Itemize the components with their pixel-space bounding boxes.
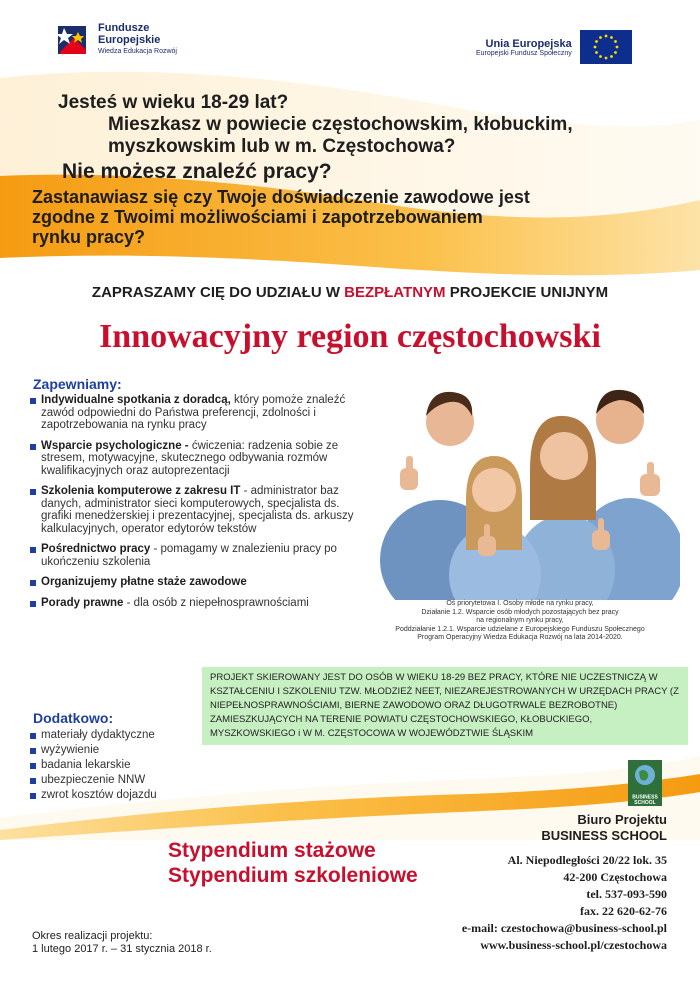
target-group-box: PROJEKT SKIEROWANY JEST DO OSÓB W WIEKU 18-29 BEZ PRACY, KTÓRE NIE UCZESTNICZĄ W KSZTAŁCENIU I SZKOLENIU TZW. MŁODZIEŻ NEET, NIEZAREJESTROWANYCH W URZĘDACH PRACY (Z NIEPEŁNOSPRAWNOŚCIAMI, BIERNE ZAWODOWO ORAZ DŁUGOTRWALE BEZROBOTNE) ZAMIESZKUJĄCYCH NA TERENIE POWIATU CZĘSTOCHOWSKIEGO, KŁOBUCKIEGO, MYSZKOWSKIEGO i W M. CZĘSTOCOWA W WOJEWÓDZTWIE ŚLĄSKIM (202, 667, 688, 745)
item-text: materiały dydaktyczne (41, 729, 155, 741)
fe-line1: Fundusze (98, 22, 150, 34)
item-text: - dla osób z niepełnosprawnościami (123, 596, 309, 609)
bullet-icon (30, 778, 36, 784)
invite-pre: ZAPRASZAMY CIĘ DO UDZIAŁU W (91, 284, 345, 301)
question-job: Nie możesz znaleźć pracy? (62, 160, 332, 183)
caption-line: Działanie 1.2. Wsparcie osób młodych pozostających bez pracy (421, 608, 619, 616)
business-school-logo (628, 760, 662, 806)
office-label: Biuro Projektu (577, 812, 667, 827)
project-period (32, 930, 212, 956)
item-text: badania lekarskie (41, 759, 131, 771)
contact-block (462, 812, 667, 954)
item-text: który pomoże znaleźć zawód odpowiedni do Państwa preferencji, zdolności i zapotrzebowania na rynku pracy (41, 394, 346, 431)
young-people-photo (380, 360, 680, 600)
dodatkowo-heading: Dodatkowo: (33, 710, 114, 726)
item-bold: Indywidualne spotkania z doradcą, (41, 394, 231, 406)
list-item (30, 773, 157, 788)
item-text: - administrator baz danych, administrator sieci komputerowych, specjalista ds. grafiki menedżerskiej i prezentacyjnej, specjalista ds. arkuszy kalkulacyjnych, operator edytorów tekstów (41, 485, 354, 535)
item-text: ubezpieczenie NNW (41, 774, 146, 786)
caption-line: na regionalnym rynku pracy, (476, 617, 564, 624)
program-caption (360, 600, 680, 643)
unia-europejska-logo (476, 30, 632, 64)
item-text: zwrot kosztów dojazdu (41, 789, 157, 801)
caption-line: Program Operacyjny Wiedza Edukacja Rozwój na lata 2014-2020. (417, 634, 623, 641)
invite-highlight: BEZPŁATNYM (344, 284, 446, 301)
bullet-icon (30, 601, 36, 607)
caption-line: Poddziałanie 1.2.1. Wsparcie udzielane z Europejskiego Funduszu Społecznego (395, 625, 645, 633)
ue-line2: Europejski Fundusz Społeczny (476, 49, 572, 57)
address-street: Al. Niepodległości 20/22 lok. 35 (507, 853, 667, 867)
scholarship-training: Stypendium szkoleniowe (168, 864, 418, 887)
bullet-icon (30, 398, 36, 404)
invite-line (0, 284, 700, 301)
zapewniamy-list (30, 394, 370, 617)
svg-text:BUSINESS: BUSINESS (632, 794, 658, 801)
bullet-icon (30, 547, 36, 553)
item-bold: Pośrednictwo pracy (41, 543, 151, 555)
office-name: BUSINESS SCHOOL (541, 828, 667, 843)
list-item (30, 576, 370, 589)
question-residence: Mieszkasz w powiecie częstochowskim, kłobuckim, myszkowskim lub w m. Częstochowa? (108, 114, 573, 157)
period-label: Okres realizacji projektu: (32, 930, 153, 942)
eu-flag-icon (580, 30, 632, 64)
item-bold: Wsparcie psychologiczne - (41, 439, 189, 452)
phone: tel. 537-093-590 (586, 887, 667, 901)
fundusze-europejskie-logo (56, 22, 177, 58)
project-title: Innowacyjny region częstochowski (99, 318, 601, 355)
period-dates: 1 lutego 2017 r. – 31 stycznia 2018 r. (32, 943, 212, 955)
fe-line2: Europejskie (98, 34, 161, 46)
scholarship-internship: Stypendium stażowe (168, 839, 376, 862)
dodatkowo-list (30, 728, 157, 803)
zapewniamy-heading: Zapewniamy: (33, 376, 122, 392)
fax: fax. 22 620-62-76 (580, 904, 667, 918)
bullet-icon (30, 580, 36, 586)
bullet-icon (30, 489, 36, 495)
list-item (30, 394, 370, 432)
email-link[interactable]: e-mail: czestochowa@business-school.pl (461, 921, 667, 935)
item-bold: Szkolenia komputerowe z zakresu IT (41, 485, 241, 497)
scholarships (168, 838, 418, 888)
item-text: ćwiczenia: radzenia sobie ze stresem, motywacyjne, skutecznego odbywania rozmów kwalifikacyjnych oraz autoprezentacji (41, 439, 339, 477)
bullet-icon (30, 793, 36, 799)
ue-line1: Unia Europejska (485, 37, 572, 50)
question-experience: Zastanawiasz się czy Twoje doświadczenie zawodowe jest zgodne z Twoimi możliwościami i zapotrzebowaniem rynku pracy? (32, 187, 530, 247)
bullet-icon (30, 733, 36, 739)
address-city: 42-200 Częstochowa (563, 870, 667, 884)
caption-line: Oś priorytetowa I. Osoby młode na rynku pracy, (446, 600, 594, 607)
item-text: - pomagamy w znalezieniu pracy po ukończeniu szkolenia (41, 543, 337, 568)
bullet-icon (30, 748, 36, 754)
list-item (30, 758, 157, 773)
item-bold: Organizujemy płatne staże zawodowe (41, 576, 247, 588)
list-item (30, 788, 157, 803)
list-item (30, 728, 157, 743)
fe-star-icon (56, 22, 92, 58)
list-item (30, 485, 370, 535)
question-age: Jesteś w wieku 18-29 lat? (58, 92, 289, 113)
list-item (30, 543, 370, 568)
invite-post: PROJEKCIE UNIJNYM (445, 284, 609, 301)
bullet-icon (30, 763, 36, 769)
fe-line3: Wiedza Edukacja Rozwój (98, 48, 177, 55)
item-bold: Porady prawne (41, 596, 124, 609)
bullet-icon (30, 444, 36, 450)
list-item (30, 597, 370, 610)
list-item (30, 440, 370, 478)
svg-text:SCHOOL: SCHOOL (634, 800, 656, 806)
website-link[interactable]: www.business-school.pl/czestochowa (480, 938, 667, 952)
list-item (30, 743, 157, 758)
item-text: wyżywienie (41, 744, 100, 756)
